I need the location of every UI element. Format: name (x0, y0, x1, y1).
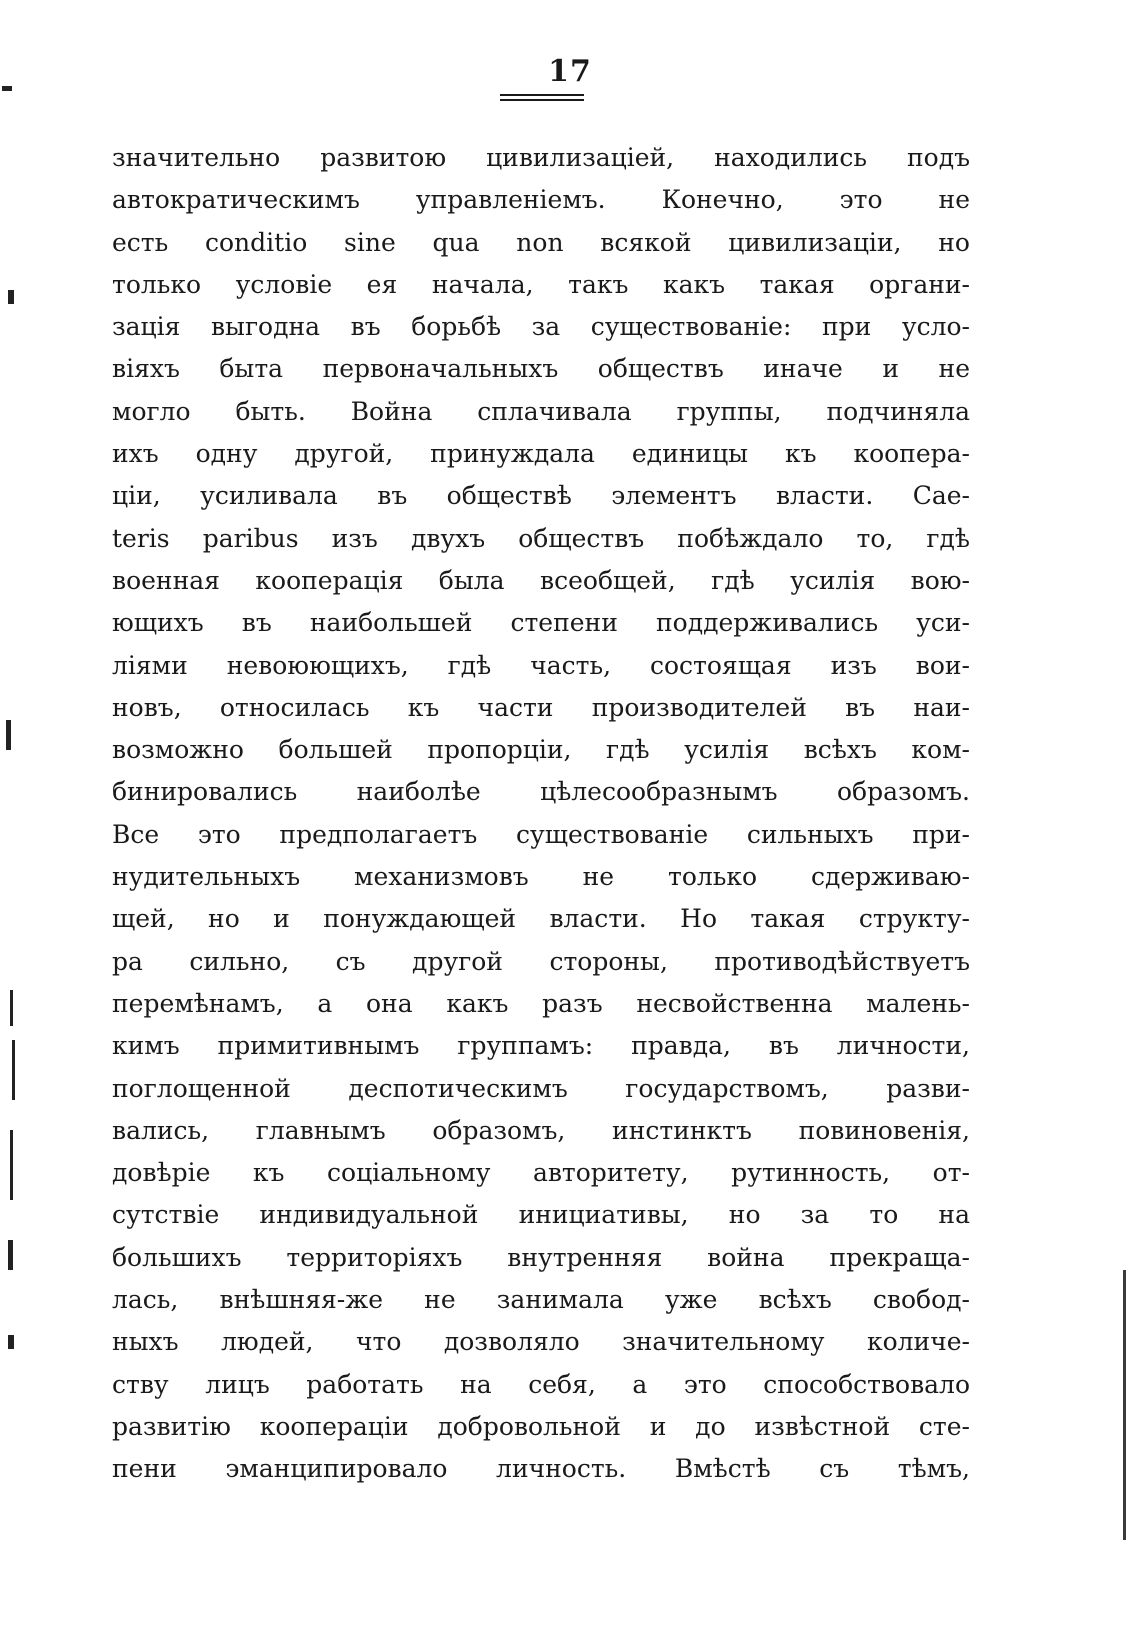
scan-mark (10, 1130, 13, 1200)
text-line: ству лицъ работать на себя, а это способствовало (112, 1369, 970, 1399)
text-line: ныхъ людей, что дозволяло значительному количе- (112, 1327, 970, 1357)
scan-left-edge (0, 0, 30, 1625)
text-line: зація выгодна въ борьбѣ за существованіе: при усло- (112, 312, 970, 342)
text-line: ліями невоюющихъ, гдѣ часть, состоящая изъ вои- (112, 650, 970, 680)
text-line: пени эманципировало личность. Вмѣстѣ съ тѣмъ, (112, 1454, 970, 1484)
scan-mark (6, 720, 11, 750)
text-line: только условіе ея начала, такъ какъ такая органи- (112, 269, 970, 299)
text-line: довѣріе къ соціальному авторитету, рутинность, от- (112, 1158, 970, 1188)
body-text (112, 137, 970, 1491)
text-line: кимъ примитивнымъ группамъ: правда, въ личности, (112, 1031, 970, 1061)
text-line: віяхъ быта первоначальныхъ обществъ иначе и не (112, 354, 970, 384)
text-line: поглощенной деспотическимъ государствомъ, разви- (112, 1073, 970, 1103)
scan-right-edge (1123, 1270, 1126, 1540)
scan-mark (8, 290, 14, 304)
text-line: возможно большей пропорціи, гдѣ усилія всѣхъ ком- (112, 735, 970, 765)
text-line: есть conditio sine qua non всякой цивилизаціи, но (112, 227, 970, 257)
text-line: Все это предполагаетъ существованіе сильныхъ при- (112, 819, 970, 849)
text-line: большихъ территоріяхъ внутренняя война прекраща- (112, 1242, 970, 1272)
text-line: бинировались наиболѣе цѣлесообразнымъ образомъ. (112, 777, 970, 807)
page-number: 17 (548, 54, 592, 89)
text-line: ющихъ въ наибольшей степени поддерживались уси- (112, 608, 970, 638)
scan-mark (8, 1335, 14, 1349)
page-number-rule (500, 99, 584, 101)
text-line: автократическимъ управленіемъ. Конечно, это не (112, 185, 970, 215)
page-number-rule (500, 94, 584, 96)
scan-mark (10, 990, 13, 1026)
text-line: teris paribus изъ двухъ обществъ побѣждало то, гдѣ (112, 523, 970, 553)
text-line: лась, внѣшняя-же не занимала уже всѣхъ свобод- (112, 1285, 970, 1315)
text-line: могло быть. Война сплачивала группы, подчиняла (112, 396, 970, 426)
text-line: развитію коопераціи добровольной и до извѣстной сте- (112, 1411, 970, 1441)
text-line: ра сильно, съ другой стороны, противодѣйствуетъ (112, 946, 970, 976)
text-line: перемѣнамъ, а она какъ разъ несвойственна малень- (112, 988, 970, 1018)
text-line: новъ, относилась къ части производителей въ наи- (112, 692, 970, 722)
text-line: щей, но и понуждающей власти. Но такая структу- (112, 904, 970, 934)
text-line: ихъ одну другой, принуждала единицы къ коопера- (112, 439, 970, 469)
text-line: вались, главнымъ образомъ, инстинктъ повиновенія, (112, 1115, 970, 1145)
scan-mark (12, 1040, 15, 1100)
scan-mark (8, 1240, 13, 1270)
text-line: нудительныхъ механизмовъ не только сдерживаю- (112, 862, 970, 892)
text-line: сутствіе индивидуальной инициативы, но за то на (112, 1200, 970, 1230)
text-line: значительно развитою цивилизаціей, находились подъ (112, 143, 970, 172)
text-line: военная кооперація была всеобщей, гдѣ усилія вою- (112, 565, 970, 595)
text-line: ціи, усиливала въ обществѣ элементъ власти. Cae- (112, 481, 970, 511)
